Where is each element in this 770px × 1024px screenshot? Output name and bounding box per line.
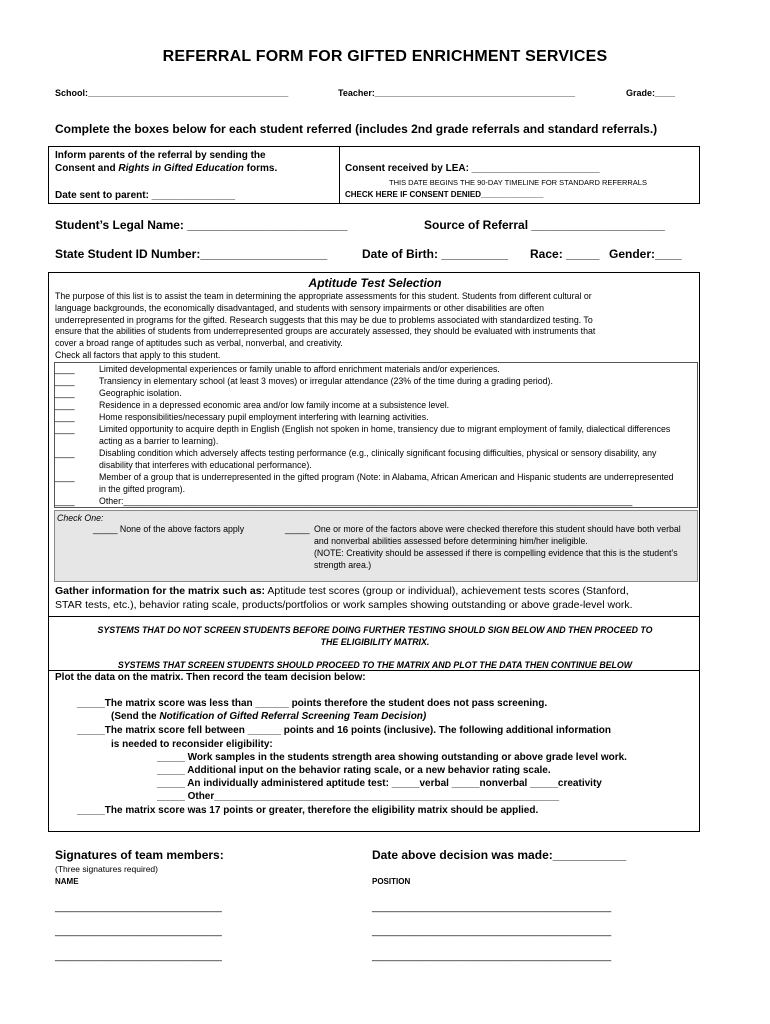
timeline-note: THIS DATE BEGINS THE 90-DAY TIMELINE FOR STANDARD REFERRALS bbox=[389, 178, 647, 187]
factor-text: Geographic isolation. bbox=[99, 388, 182, 398]
form-title: REFERRAL FORM FOR GIFTED ENRICHMENT SERVICES bbox=[162, 48, 608, 65]
signatures-heading: Signatures of team members: bbox=[55, 848, 224, 862]
para-line: Check all factors that apply to this student. bbox=[55, 349, 221, 360]
consent-left-line1: Inform parents of the referral by sending the bbox=[55, 150, 266, 161]
gather-bold: Gather information for the matrix such as: bbox=[55, 585, 266, 597]
factor-check-blank[interactable]: ____ bbox=[55, 388, 75, 398]
referral-source-field[interactable]: Source of Referral ____________________ bbox=[424, 218, 665, 232]
signature-name-line[interactable]: ______________________________ bbox=[55, 951, 222, 962]
gather-info-line1 bbox=[55, 585, 629, 597]
score-less-than[interactable]: _____The matrix score was less than ______ points therefore the student does not pass screening. bbox=[77, 698, 548, 709]
signature-position-line[interactable]: ___________________________________________ bbox=[372, 926, 612, 937]
consent-text-c: forms. bbox=[243, 163, 278, 174]
consent-left-line2 bbox=[55, 163, 277, 174]
para-line: language backgrounds, the economically disadvantaged, and students with sensory impairments or other disabilities are often bbox=[55, 302, 545, 313]
work-samples-option[interactable]: _____ Work samples in the students strength area showing outstanding or above grade level work. bbox=[157, 752, 627, 763]
factor-check-blank[interactable]: ____ bbox=[55, 376, 75, 386]
factor-text: Residence in a depressed economic area and/or low family income at a subsistence level. bbox=[99, 400, 450, 410]
reconsider-line: is needed to reconsider eligibility: bbox=[111, 739, 273, 750]
factor-list-box bbox=[54, 362, 698, 508]
aptitude-paragraph bbox=[55, 291, 595, 362]
factor-check-blank[interactable]: ____ bbox=[55, 400, 75, 410]
signature-name-line[interactable]: ______________________________ bbox=[55, 902, 222, 913]
position-column-label: POSITION bbox=[372, 877, 411, 886]
dob-field[interactable]: Date of Birth: __________ bbox=[362, 247, 509, 261]
gather-rest: Aptitude test scores (group or individual), achievement tests scores (Stanford, bbox=[265, 585, 629, 597]
aptitude-test-option[interactable]: _____ An individually administered aptitude test: _____verbal _____nonverbal _____creativity bbox=[157, 778, 602, 789]
para-line: cover a broad range of aptitudes such as verbal, nonverbal, and creativity. bbox=[55, 338, 343, 349]
aptitude-heading: Aptitude Test Selection bbox=[308, 276, 442, 290]
consent-text-a: Consent and bbox=[55, 163, 119, 174]
consent-denied-check[interactable]: CHECK HERE IF CONSENT DENIED______________ bbox=[345, 190, 544, 199]
para-line: The purpose of this list is to assist the team in determining the appropriate assessments for this student. Students from different cultural or bbox=[55, 291, 592, 301]
consent-divider bbox=[339, 146, 340, 204]
gather-info-line2: STAR tests, etc.), behavior rating scale, products/portfolios or work samples showing outstanding or above grade-level work. bbox=[55, 599, 633, 611]
section-divider bbox=[48, 616, 700, 617]
other-option[interactable]: _____ Other______________________________________________________________ bbox=[157, 791, 560, 802]
legal-name-field[interactable]: Student’s Legal Name: ________________________ bbox=[55, 218, 348, 232]
factor-text: Disabling condition which adversely affects testing performance (e.g., clinically significant focusing difficulties, physical or sensory disability, any disability that interferes with educational performance). bbox=[99, 448, 657, 470]
factor-check-blank[interactable]: ____ bbox=[55, 496, 75, 506]
signatures-required: (Three signatures required) bbox=[55, 864, 158, 874]
factor-check-blank[interactable]: ____ bbox=[55, 412, 75, 422]
consent-text-rights: Rights in Gifted Education bbox=[118, 163, 244, 174]
check-one-label: Check One: bbox=[57, 513, 104, 523]
none-apply-option[interactable]: _____ None of the above factors apply bbox=[93, 524, 245, 534]
factor-check-blank[interactable]: ____ bbox=[55, 364, 75, 374]
signature-position-line[interactable]: ___________________________________________ bbox=[372, 951, 612, 962]
consent-received-field[interactable]: Consent received by LEA: _______________________ bbox=[345, 163, 600, 174]
date-sent-field[interactable]: Date sent to parent: _______________ bbox=[55, 190, 236, 201]
one-or-more-option: One or more of the factors above were checked therefore this student should have both verbal and nonverbal abilities assessed before determining him/her ineligible. bbox=[314, 524, 681, 546]
school-field[interactable]: School:________________________________________ bbox=[55, 88, 289, 98]
signature-position-line[interactable]: ___________________________________________ bbox=[372, 902, 612, 913]
aptitude-section bbox=[48, 272, 700, 832]
send-text: (Send the bbox=[111, 711, 160, 722]
factor-text: Member of a group that is underrepresented in the gifted program (Note: in Alabama, African American and Hispanic students are underrepresented in the gifted program). bbox=[99, 472, 674, 494]
race-field[interactable]: Race: _____ bbox=[530, 247, 600, 261]
factor-check-blank[interactable]: ____ bbox=[55, 472, 75, 482]
check-one-box bbox=[54, 510, 698, 582]
instruction-text: Complete the boxes below for each student referred (includes 2nd grade referrals and standard referrals.) bbox=[55, 122, 658, 136]
one-or-more-blank[interactable]: _____ bbox=[285, 524, 310, 534]
no-screen-line1: SYSTEMS THAT DO NOT SCREEN STUDENTS BEFORE DOING FURTHER TESTING SHOULD SIGN BELOW AND THEN PROCEED TO bbox=[97, 625, 653, 635]
factor-other-field[interactable]: Other:________________________________________________________________________________________________________ bbox=[99, 496, 633, 506]
creativity-note: (NOTE: Creativity should be assessed if there is compelling evidence that this is the student’s strength area.) bbox=[314, 548, 678, 570]
factor-check-blank[interactable]: ____ bbox=[55, 424, 75, 434]
signature-name-line[interactable]: ______________________________ bbox=[55, 926, 222, 937]
factor-text: Home responsibilities/necessary pupil employment interfering with learning activities. bbox=[99, 412, 429, 422]
send-notification-line bbox=[111, 711, 426, 722]
plot-instruction: Plot the data on the matrix. Then record the team decision below: bbox=[55, 672, 366, 683]
name-column-label: NAME bbox=[55, 877, 79, 886]
para-line: ensure that the abilities of students from underrepresented groups are accurately assessed, they should be evaluated with instruments that bbox=[55, 326, 596, 337]
decision-date-field[interactable]: Date above decision was made:___________ bbox=[372, 848, 627, 862]
screen-instruction: SYSTEMS THAT SCREEN STUDENTS SHOULD PROCEED TO THE MATRIX AND PLOT THE DATA THEN CONTINUE BELOW bbox=[117, 660, 633, 670]
section-divider bbox=[48, 670, 700, 671]
grade-field[interactable]: Grade:____ bbox=[626, 88, 676, 98]
teacher-field[interactable]: Teacher:________________________________________ bbox=[338, 88, 576, 98]
factor-check-blank[interactable]: ____ bbox=[55, 448, 75, 458]
notification-form-name: Notification of Gifted Referral Screening Team Decision) bbox=[159, 711, 427, 722]
gender-field[interactable]: Gender:____ bbox=[609, 247, 682, 261]
score-seventeen[interactable]: _____The matrix score was 17 points or greater, therefore the eligibility matrix should be applied. bbox=[77, 805, 539, 816]
para-line: underrepresented in programs for the gifted. Research suggests that this may be due to problems associated with standardized testing. To bbox=[55, 314, 593, 325]
consent-box bbox=[48, 146, 700, 204]
no-screen-line2: THE ELIGIBILITY MATRIX. bbox=[320, 637, 430, 647]
state-id-field[interactable]: State Student ID Number:___________________ bbox=[55, 247, 328, 261]
score-fell-between[interactable]: _____The matrix score fell between ______ points and 16 points (inclusive). The following additional information bbox=[77, 725, 612, 736]
factor-text: Limited opportunity to acquire depth in English (English not spoken in home, transiency due to migrant employment of family, dialectical differences acting as a barrier to learning). bbox=[99, 424, 671, 446]
factor-text: Transiency in elementary school (at least 3 moves) or irregular attendance (23% of the time during a grading period). bbox=[99, 376, 553, 386]
factor-text: Limited developmental experiences or family unable to afford enrichment materials and/or experiences. bbox=[99, 364, 500, 374]
additional-input-option[interactable]: _____ Additional input on the behavior rating scale, or a new behavior rating scale. bbox=[157, 765, 551, 776]
